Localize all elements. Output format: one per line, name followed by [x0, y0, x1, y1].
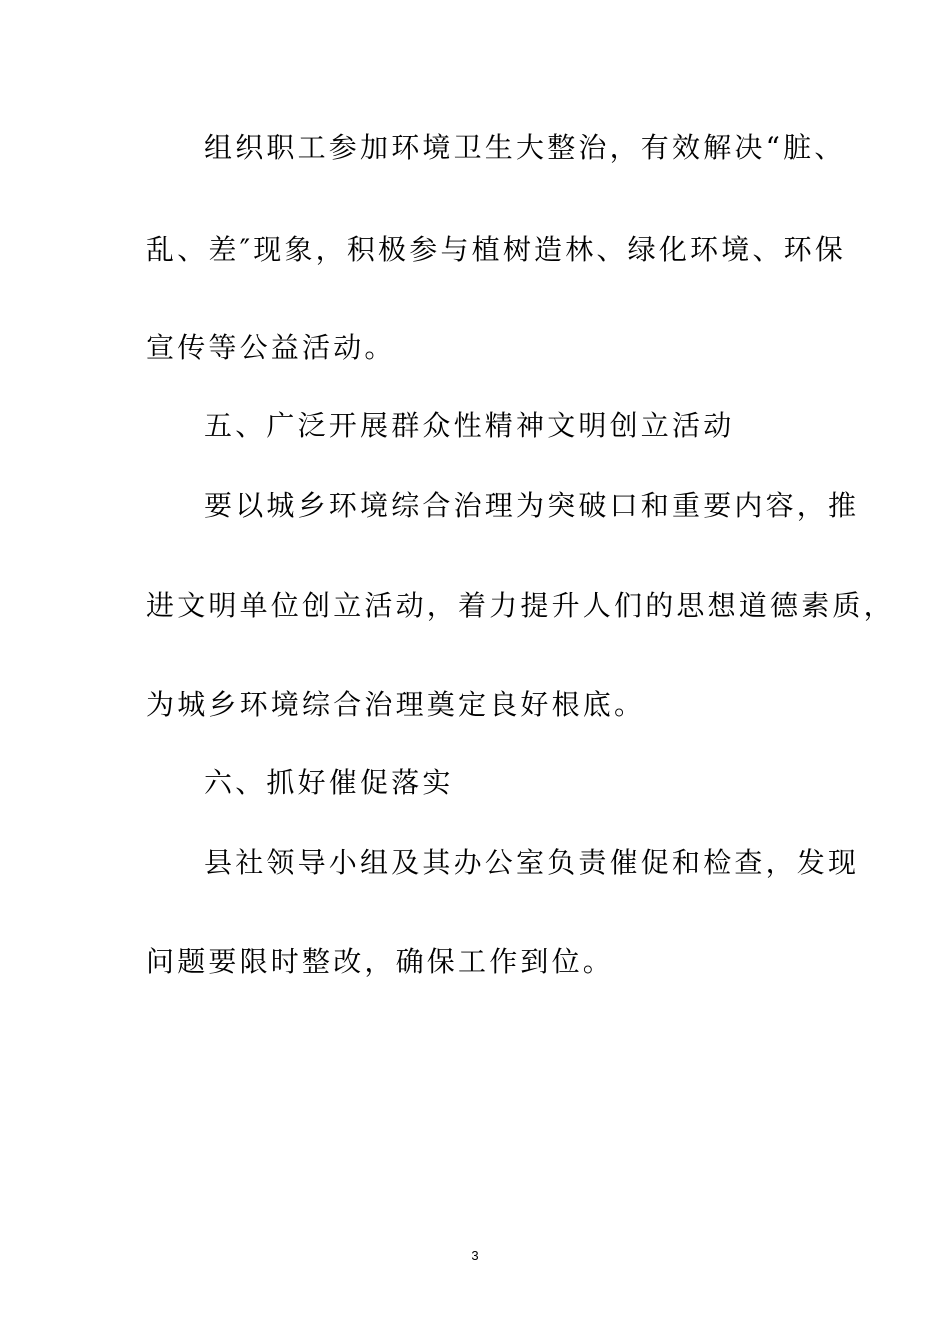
section-heading: 六、抓好催促落实: [204, 766, 454, 799]
paragraph-line: 为城乡环境综合治理奠定良好根底。: [146, 688, 646, 721]
section-heading: 五、广泛开展群众性精神文明创立活动: [204, 409, 735, 442]
paragraph-line: 乱、差″现象，积极参与植树造林、绿化环境、环保: [146, 233, 847, 266]
paragraph-line: 要以城乡环境综合治理为突破口和重要内容，推: [204, 489, 860, 522]
paragraph-line: 进文明单位创立活动，着力提升人们的思想道德素质，: [146, 589, 895, 622]
paragraph-line: 县社领导小组及其办公室负责催促和检查，发现: [204, 846, 860, 879]
paragraph-line: 宣传等公益活动。: [146, 331, 396, 364]
paragraph-line: 问题要限时整改，确保工作到位。: [146, 945, 615, 978]
paragraph-line: 组织职工参加环境卫生大整治，有效解决“脏、: [204, 131, 846, 164]
page-number: 3: [471, 1248, 479, 1263]
